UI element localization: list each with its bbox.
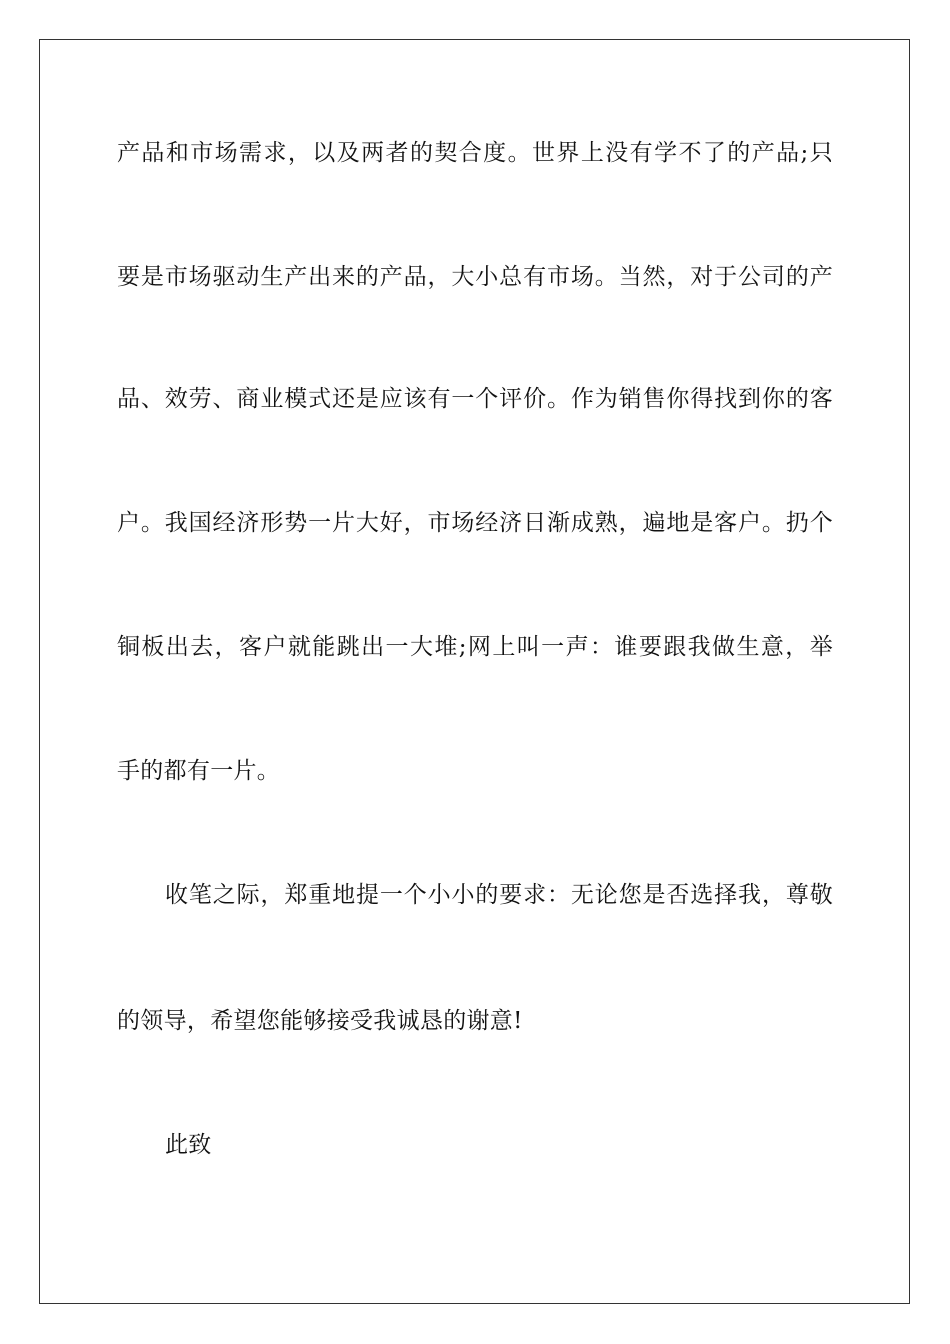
salutation: 此致 xyxy=(165,1132,212,1158)
paragraph-line: 户。我国经济形势一片大好，市场经济日渐成熟，遍地是客户。扔个 xyxy=(117,510,833,536)
closing-paragraph-line: 的领导，希望您能够接受我诚恳的谢意! xyxy=(117,1008,523,1034)
paragraph-line: 产品和市场需求，以及两者的契合度。世界上没有学不了的产品;只 xyxy=(117,140,833,166)
closing-paragraph-line: 收笔之际，郑重地提一个小小的要求：无论您是否选择我，尊敬 xyxy=(165,882,833,908)
page-border xyxy=(39,39,910,1304)
paragraph-line: 要是市场驱动生产出来的产品，大小总有市场。当然，对于公司的产 xyxy=(117,264,833,290)
paragraph-line: 铜板出去，客户就能跳出一大堆;网上叫一声：谁要跟我做生意，举 xyxy=(117,634,833,660)
paragraph-line: 品、效劳、商业模式还是应该有一个评价。作为销售你得找到你的客 xyxy=(117,386,833,412)
paragraph-line: 手的都有一片。 xyxy=(117,758,281,784)
